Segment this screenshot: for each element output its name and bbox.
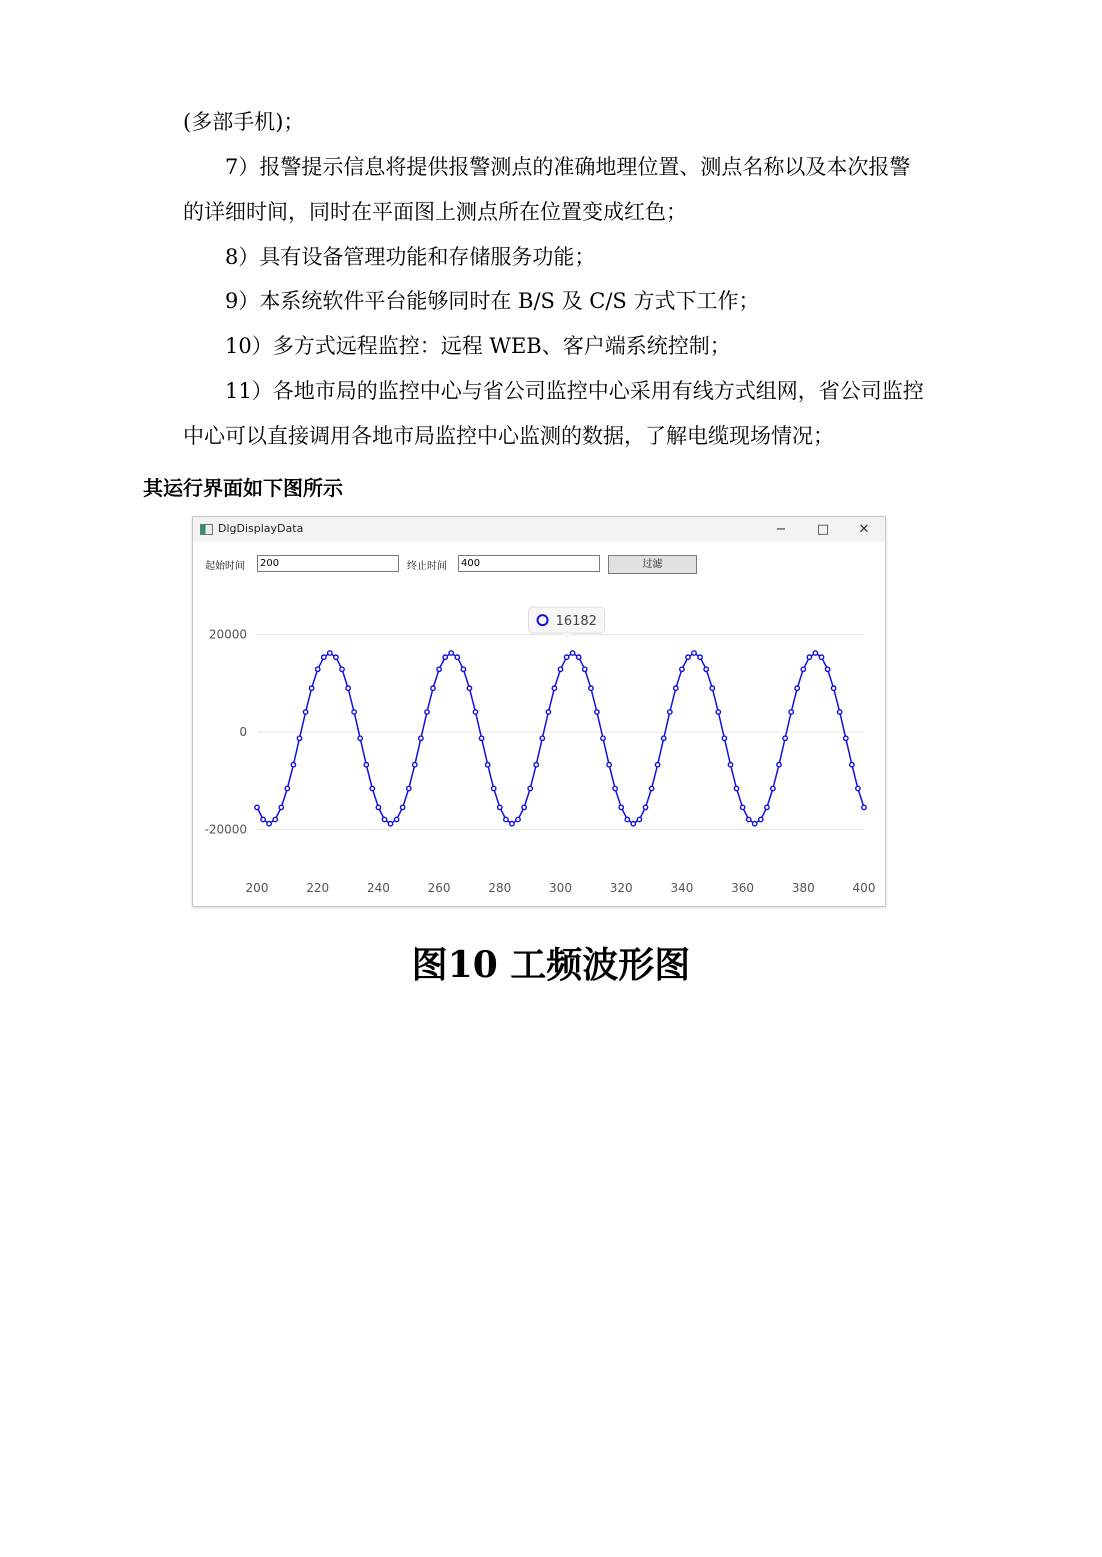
display-data-window [192,516,886,907]
data-point [388,822,392,826]
data-point [419,736,423,740]
data-point [309,686,313,690]
data-point [831,686,835,690]
data-point [783,736,787,740]
y-tick-label: 20000 [208,627,247,642]
data-point [643,805,647,809]
data-point [376,805,380,809]
data-point [261,817,265,821]
end-time-label: 终止时间 [407,561,447,572]
data-point [486,763,490,767]
data-point [844,736,848,740]
data-point [607,763,611,767]
data-point [570,651,574,655]
data-point [680,667,684,671]
data-point [340,667,344,671]
end-time-input[interactable] [458,555,600,572]
data-point [528,786,532,790]
data-point [716,710,720,714]
data-point [358,736,362,740]
data-point [516,817,520,821]
x-tick-label: 280 [488,881,512,895]
data-point [801,667,805,671]
data-point [322,655,326,659]
data-point [825,667,829,671]
data-point [455,655,459,659]
data-point [564,655,568,659]
paragraph-7: 11）各地市局的监控中心与省公司监控中心采用有线方式组网，省公司监控 [225,379,924,403]
data-point [413,763,417,767]
waveform-markers [255,651,866,826]
y-tick-label: -20000 [204,822,247,837]
data-point [862,805,866,809]
data-point [619,805,623,809]
data-point [546,710,550,714]
data-point [631,822,635,826]
data-point [334,655,338,659]
data-point [795,686,799,690]
data-point [297,736,301,740]
data-point [704,667,708,671]
data-point [692,651,696,655]
x-tick-label: 200 [245,881,269,895]
data-point [540,736,544,740]
data-point [813,651,817,655]
data-point [558,667,562,671]
data-point [838,710,842,714]
window-title: DlgDisplayData [218,522,304,535]
data-point [522,805,526,809]
data-point [449,651,453,655]
paragraph-2: 7）报警提示信息将提供报警测点的准确地理位置、测点名称以及本次报警 [225,155,911,179]
data-point [394,817,398,821]
tooltip-pointer [562,633,572,639]
data-point [407,786,411,790]
x-tick-label: 320 [609,881,633,895]
data-point [698,655,702,659]
y-tick-label: 0 [239,725,247,739]
data-point [789,710,793,714]
figure-caption: 图10 工频波形图 [411,944,691,986]
paragraph-8: 中心可以直接调用各地市局监控中心监测的数据，了解电缆现场情况； [183,424,834,448]
filter-button[interactable]: 过滤 [608,555,697,574]
data-point [668,710,672,714]
close-button[interactable]: ✕ [858,522,870,537]
data-point [734,786,738,790]
data-point [649,786,653,790]
data-point [637,817,641,821]
data-point [577,655,581,659]
x-tick-label: 260 [427,881,451,895]
data-point [819,655,823,659]
x-tick-label: 400 [852,881,876,895]
data-point [431,686,435,690]
waveform-chart [193,577,885,906]
data-point [291,763,295,767]
data-point [346,686,350,690]
paragraph-4: 8）具有设备管理功能和存储服务功能； [225,245,596,269]
maximize-button[interactable]: □ [816,522,830,537]
data-point [443,655,447,659]
data-point [753,822,757,826]
title-bar [193,517,885,542]
data-point [370,786,374,790]
data-point [759,817,763,821]
data-point [552,686,556,690]
data-point [583,667,587,671]
grid-lines [257,635,864,830]
data-point [728,763,732,767]
data-point [771,786,775,790]
data-point [401,805,405,809]
data-point [328,651,332,655]
data-point [352,710,356,714]
data-point [510,822,514,826]
data-point [807,655,811,659]
data-point [437,667,441,671]
data-point [479,736,483,740]
data-point [613,786,617,790]
paragraph-3: 的详细时间，同时在平面图上测点所在位置变成红色； [183,200,687,224]
app-icon [200,524,213,535]
data-point [625,817,629,821]
data-point [279,805,283,809]
data-point [316,667,320,671]
x-tick-label: 380 [791,881,815,895]
data-point [722,736,726,740]
axis-ticks [204,628,875,896]
data-point [710,686,714,690]
minimize-button[interactable]: − [775,522,787,537]
data-point [467,686,471,690]
data-point [382,817,386,821]
tooltip-value: 16182 [555,614,597,630]
data-point [504,817,508,821]
data-point [777,763,781,767]
x-tick-label: 340 [670,881,694,895]
paragraph-1: (多部手机)； [183,110,305,134]
data-point [850,763,854,767]
data-point [255,805,259,809]
data-point [267,822,271,826]
waveform-line [257,653,864,824]
start-time-input[interactable] [257,555,399,572]
x-tick-label: 360 [731,881,755,895]
data-point [498,805,502,809]
data-point [492,786,496,790]
data-point [662,736,666,740]
data-point [473,710,477,714]
paragraph-6: 10）多方式远程监控：远程 WEB、客户端系统控制； [225,334,731,358]
data-point [595,710,599,714]
x-tick-label: 240 [366,881,390,895]
data-point [589,686,593,690]
data-point [425,710,429,714]
data-point [273,817,277,821]
data-point [747,817,751,821]
data-point [655,763,659,767]
paragraph-5: 9）本系统软件平台能够同时在 B/S 及 C/S 方式下工作； [225,289,760,313]
data-point [686,655,690,659]
data-point [765,805,769,809]
data-point [674,686,678,690]
data-point [740,805,744,809]
section-heading: 其运行界面如下图所示 [143,476,343,500]
data-point [303,710,307,714]
data-point [856,786,860,790]
x-tick-label: 220 [306,881,330,895]
data-point [534,763,538,767]
data-point [285,786,289,790]
data-point [364,763,368,767]
data-point [461,667,465,671]
data-point [601,736,605,740]
x-tick-label: 300 [549,881,572,895]
start-time-label: 起始时间 [205,561,245,572]
